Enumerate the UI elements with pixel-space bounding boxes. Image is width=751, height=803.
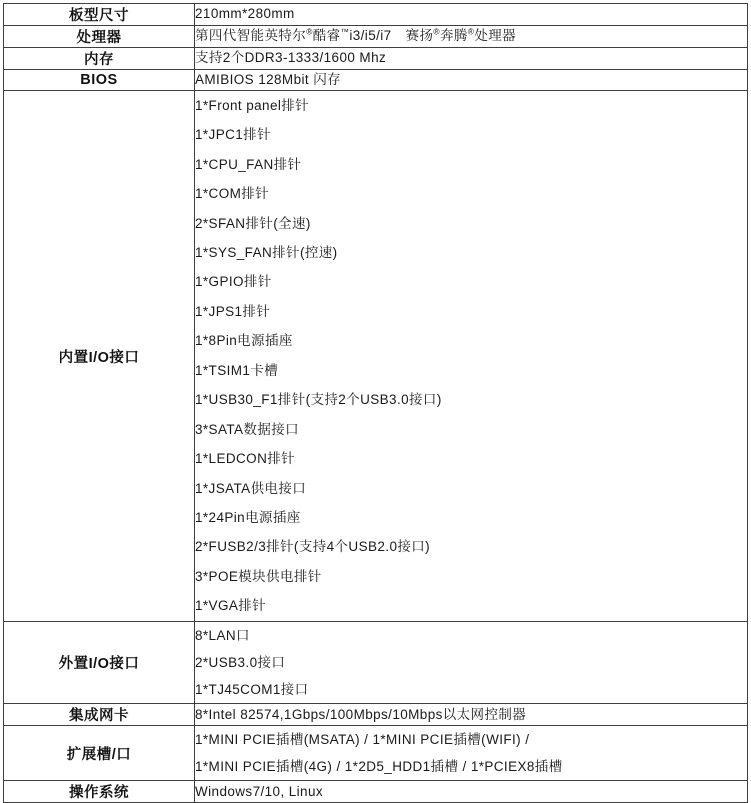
value-line: 2*USB3.0接口 [195, 654, 286, 670]
spec-value-integrated-nic [195, 704, 748, 726]
spec-label-integrated-nic: 集成网卡 [4, 704, 195, 726]
spec-label-expansion-slots: 扩展槽/口 [4, 726, 195, 781]
specification-table-body [4, 4, 748, 803]
value-line: 1*JSATA供电接口 [195, 480, 307, 496]
value-line: 1*VGA排针 [195, 598, 267, 614]
spec-label-board-size: 板型尺寸 [4, 4, 195, 26]
value-line: 1*TJ45COM1接口 [195, 681, 309, 697]
value-line: 2*FUSB2/3排针(支持4个USB2.0接口) [195, 539, 431, 555]
spec-value-processor [195, 26, 748, 48]
value-line: 3*SATA数据接口 [195, 421, 300, 437]
value-line: 1*SYS_FAN排针(控速) [195, 245, 338, 261]
value-line: 2*SFAN排针(全速) [195, 215, 311, 231]
value-line: 1*COM排针 [195, 186, 270, 202]
value-line: 1*GPIO排针 [195, 274, 272, 290]
value-line: 8*Intel 82574,1Gbps/100Mbps/10Mbps以太网控制器 [195, 706, 527, 722]
table-row [4, 622, 748, 704]
value-line: 1*MINI PCIE插槽(4G) / 1*2D5_HDD1插槽 / 1*PCIEX8插槽 [195, 758, 563, 774]
value-line: 210mm*280mm [195, 6, 295, 22]
spec-label-bios: BIOS [4, 70, 195, 91]
value-line: 1*JPS1排针 [195, 303, 271, 319]
table-row [4, 70, 748, 91]
table-row [4, 26, 748, 48]
value-line: 1*JPC1排针 [195, 127, 271, 143]
spec-value-internal-io [195, 91, 748, 622]
value-line: 支持2个DDR3-1333/1600 Mhz [195, 50, 387, 66]
spec-value-expansion-slots [195, 726, 748, 781]
spec-label-operating-system: 操作系统 [4, 781, 195, 803]
spec-value-external-io [195, 622, 748, 704]
value-line: 1*24Pin电源插座 [195, 509, 301, 525]
value-line: 1*Front panel排针 [195, 97, 310, 113]
table-row [4, 4, 748, 26]
table-row [4, 781, 748, 803]
value-line: 1*8Pin电源插座 [195, 333, 293, 349]
value-line: 1*LEDCON排针 [195, 451, 296, 467]
spec-value-memory [195, 48, 748, 70]
spec-label-internal-io: 内置I/O接口 [4, 91, 195, 622]
value-line: Windows7/10, Linux [195, 783, 324, 799]
table-row [4, 704, 748, 726]
spec-label-external-io: 外置I/O接口 [4, 622, 195, 704]
value-line: 1*TSIM1卡槽 [195, 362, 279, 378]
spec-label-memory: 内存 [4, 48, 195, 70]
table-row [4, 726, 748, 781]
table-row [4, 48, 748, 70]
value-line: 3*POE模块供电排针 [195, 568, 322, 584]
table-row [4, 91, 748, 622]
spec-value-board-size [195, 4, 748, 26]
value-line: 8*LAN口 [195, 627, 250, 643]
value-line: 1*CPU_FAN排针 [195, 156, 302, 172]
value-line: 第四代智能英特尔®酷睿™i3/i5/i7 赛扬®奔腾®处理器 [195, 26, 517, 44]
specification-sheet [0, 3, 751, 803]
value-line: 1*USB30_F1排针(支持2个USB3.0接口) [195, 392, 442, 408]
spec-value-bios [195, 70, 748, 91]
spec-label-processor: 处理器 [4, 26, 195, 48]
value-line: AMIBIOS 128Mbit 闪存 [195, 72, 341, 87]
value-line: 1*MINI PCIE插槽(MSATA) / 1*MINI PCIE插槽(WIFI) / [195, 731, 530, 747]
specification-table [3, 3, 748, 803]
spec-value-operating-system [195, 781, 748, 803]
